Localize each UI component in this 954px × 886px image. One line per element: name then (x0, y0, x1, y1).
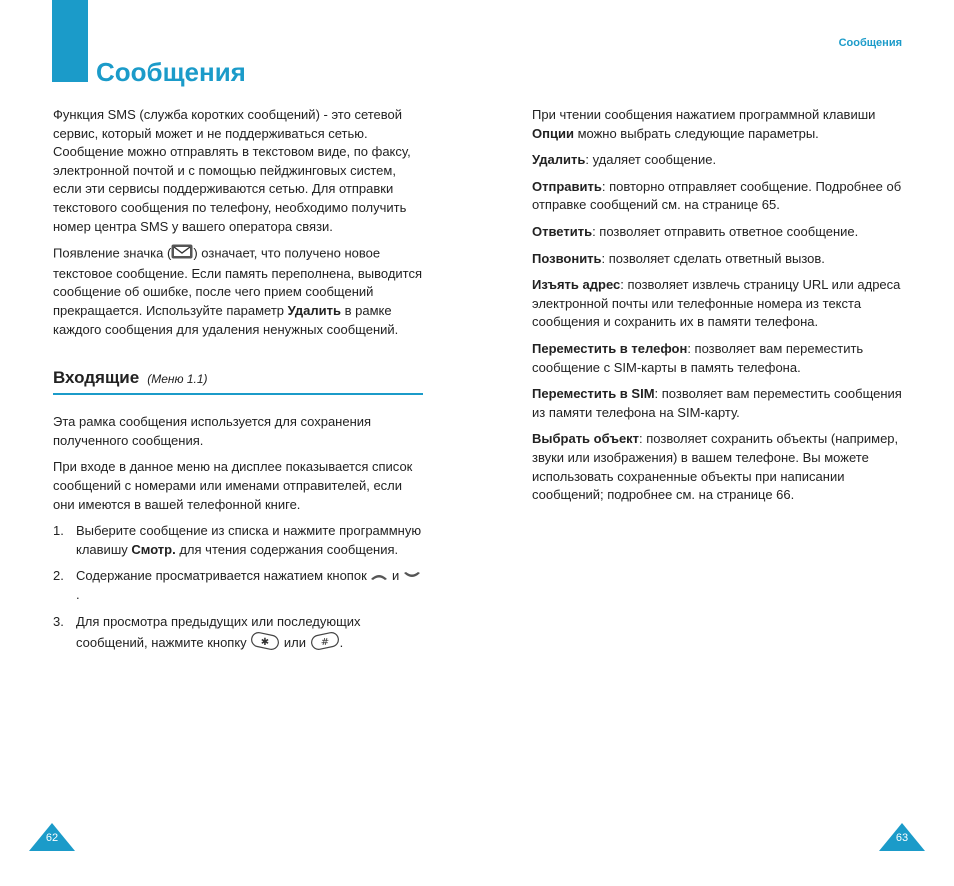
option-description: : позволяет вам переместить сообщение с SIM-карты в память телефона. (532, 340, 864, 375)
step-3-text-end: . (339, 635, 344, 651)
options-softkey-term: Опции (532, 125, 574, 141)
option-description: : позволяет вам переместить сообщения из памяти телефона на SIM-карту. (532, 386, 902, 420)
scroll-up-key-icon (370, 568, 388, 587)
left-column (53, 106, 423, 665)
option-term: Ответить (532, 223, 593, 239)
list-item (53, 613, 423, 657)
title-accent-bar (52, 0, 88, 82)
step-1-text-end: для чтения содержания сообщения. (175, 541, 399, 557)
option-term: Переместить в телефон (532, 340, 688, 356)
inbox-paragraph-2: При входе в данное меню на дисплее показывается список сообщений с номерами или именами отправителей, если они имеются в вашей телефонной книге. (53, 459, 413, 512)
option-item (532, 430, 907, 504)
star-key-icon (250, 631, 280, 657)
page-title: Сообщения (96, 57, 246, 87)
option-term: Переместить в SIM (532, 386, 655, 402)
envelope-icon (171, 244, 193, 265)
icon-paragraph-start: Появление значка ( (53, 245, 172, 261)
scroll-down-key-icon (403, 568, 421, 587)
options-intro-end: можно выбрать следующие параметры. (573, 125, 819, 141)
list-item (53, 522, 423, 559)
option-item (532, 276, 907, 332)
option-description: : удаляет сообщение. (585, 152, 717, 168)
step-3-text: Для просмотра предыдущих или последующих сообщений, нажмите кнопку (76, 613, 361, 651)
option-term: Изъять адрес (532, 277, 621, 293)
option-description: : позволяет извлечь страницу URL или адреса электронной почты или телефонные номера из текста сообщения и сохранить их в памяти телефона. (532, 277, 901, 330)
page-number-left: 62 (45, 832, 59, 844)
intro-paragraph: Функция SMS (служба коротких сообщений) - это сетевой сервис, который может и не поддерживаться сетью. Сообщение можно отправлять в текстовом виде, по факсу, электронной почтой и с помощью пейджинговых систем, если эти сервисы поддерживаются сетью. Для отправки текстового сообщения по телефону, необходимо получить номер центра SMS у вашего оператора связи. (53, 107, 411, 234)
step-2-conjunction: и (388, 568, 403, 584)
step-number: 2. (53, 568, 64, 584)
option-term: Отправить (532, 178, 602, 194)
option-item (532, 178, 907, 215)
option-description: : позволяет сделать ответный вызов. (601, 250, 825, 266)
steps-list (53, 522, 423, 657)
step-number: 3. (53, 613, 64, 629)
svg-text:✱: ✱ (261, 637, 270, 649)
step-2-text-end: . (76, 587, 80, 603)
inbox-menu-note: (Меню 1.1) (147, 372, 208, 387)
option-term: Удалить (532, 152, 586, 168)
option-term: Выбрать объект (532, 431, 640, 447)
options-intro-start: При чтении сообщения нажатием программной клавиши (532, 107, 876, 122)
option-item (532, 151, 907, 170)
svg-text:#: # (320, 637, 329, 649)
options-intro (532, 106, 907, 143)
option-item (532, 340, 907, 377)
icon-paragraph-end: в рамке каждого сообщения для удаления ненужных сообщений. (53, 302, 399, 337)
step-number: 1. (53, 523, 64, 539)
section-header: Сообщения (838, 37, 902, 49)
option-description: : позволяет отправить ответное сообщение. (592, 223, 859, 239)
step-1-text: Выберите сообщение из списка и нажмите программную клавишу (76, 523, 422, 557)
inbox-subheading (53, 367, 423, 395)
option-item (532, 250, 907, 269)
icon-paragraph (53, 244, 423, 339)
option-item (532, 385, 907, 422)
option-description: : позволяет сохранить объекты (например, звуки или изображения) в вашем телефоне. Вы можете использовать сохраненные объекты при написании сообщений; подробнее см. на странице 66. (532, 431, 899, 503)
hash-key-icon (310, 631, 340, 657)
page-number-right: 63 (895, 832, 909, 844)
option-description: : повторно отправляет сообщение. Подробнее об отправке сообщений см. на странице 65. (532, 178, 902, 213)
option-term: Позвонить (532, 250, 602, 266)
icon-paragraph-middle: ) означает, что получено новое текстовое сообщение. Если память переполнена, выводится сообщение об ошибке, после чего прием сообщений прекращается. Используйте параметр (53, 245, 423, 318)
step-3-conjunction: или (280, 635, 310, 651)
list-item (53, 567, 423, 604)
option-item (532, 223, 907, 242)
right-column (532, 106, 907, 513)
view-softkey-term: Смотр. (131, 541, 176, 557)
step-2-text: Содержание просматривается нажатием кнопок (76, 568, 371, 584)
inbox-title: Входящие (53, 368, 140, 388)
delete-option-term: Удалить (287, 302, 341, 318)
inbox-paragraph-1: Эта рамка сообщения используется для сохранения полученного сообщения. (53, 414, 372, 448)
